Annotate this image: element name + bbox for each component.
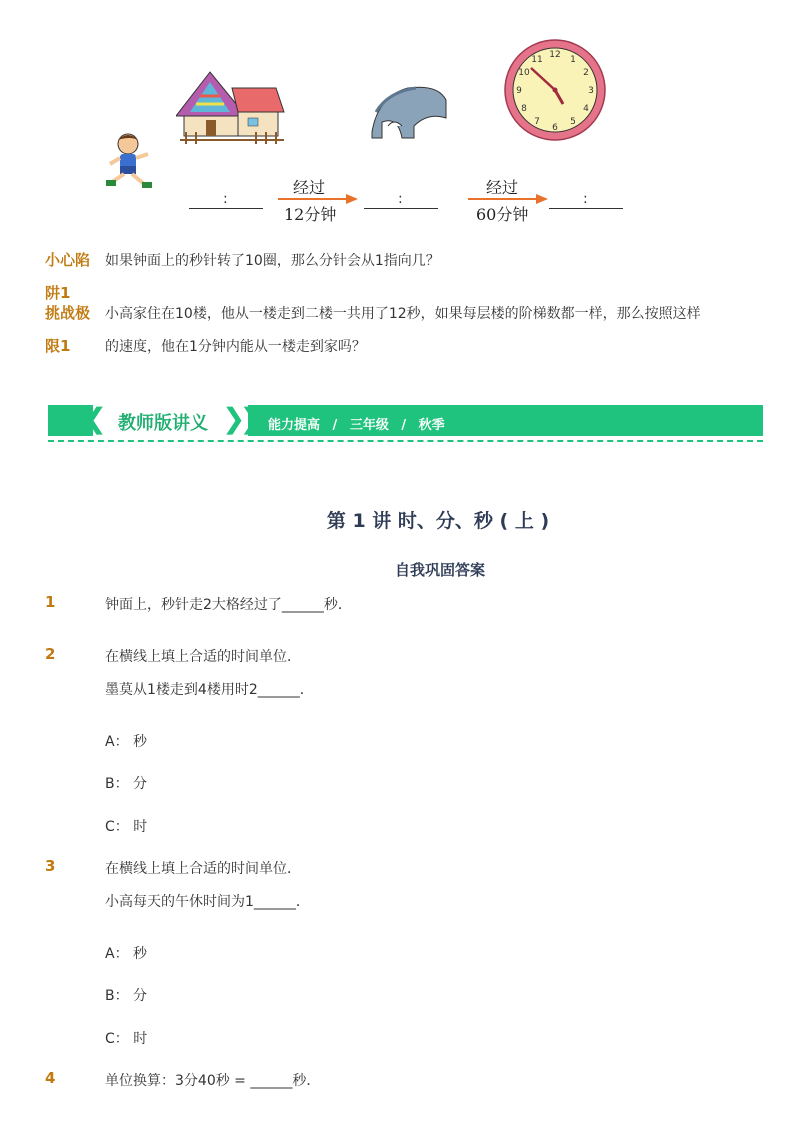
svg-text:7: 7 bbox=[534, 117, 540, 127]
option-a[interactable]: A： 秒 bbox=[105, 734, 148, 750]
question-number: 3 bbox=[45, 857, 56, 875]
banner-dashed-divider bbox=[48, 440, 763, 442]
arrow-1-over-label: 经过 bbox=[293, 178, 326, 197]
svg-text:12: 12 bbox=[549, 50, 561, 60]
svg-text:9: 9 bbox=[516, 86, 522, 96]
option-a[interactable]: A： 秒 bbox=[105, 946, 148, 962]
illustration-row bbox=[0, 0, 800, 225]
option-c[interactable]: C： 时 bbox=[105, 819, 148, 835]
question-number: 4 bbox=[45, 1069, 56, 1087]
question-number: 2 bbox=[45, 645, 56, 663]
svg-text:8: 8 bbox=[521, 104, 527, 114]
bridge-image bbox=[368, 82, 450, 140]
svg-text:1: 1 bbox=[570, 55, 576, 65]
time-blank-2-colon: : bbox=[398, 191, 403, 207]
breadcrumb-item-season: 秋季 bbox=[418, 418, 445, 433]
banner-breadcrumb bbox=[268, 414, 445, 433]
arrow-2-under-label: 60分钟 bbox=[476, 205, 529, 224]
option-b[interactable]: B： 分 bbox=[105, 776, 148, 792]
challenge-text-line2: 的速度，他在1分钟内能从一楼走到家吗？ bbox=[105, 339, 366, 355]
trap-tag-line1: 小心陷 bbox=[45, 251, 91, 269]
svg-text:4: 4 bbox=[583, 104, 589, 114]
breadcrumb-sep: / bbox=[332, 418, 338, 433]
breadcrumb-sep: / bbox=[401, 418, 407, 433]
question-number: 1 bbox=[45, 593, 56, 611]
section-title: 自我巩固答案 bbox=[394, 561, 485, 579]
question-text: 墨莫从1楼走到4楼用时2______． bbox=[105, 682, 314, 698]
option-c[interactable]: C： 时 bbox=[105, 1031, 148, 1047]
house-image bbox=[176, 68, 288, 146]
svg-text:6: 6 bbox=[552, 123, 558, 133]
question-text: 钟面上，秒针走2大格经过了______秒． bbox=[105, 597, 352, 613]
lecture-title: 第 1 讲 时、分、秒 ( 上 ) bbox=[326, 510, 550, 532]
time-blank-3[interactable] bbox=[549, 208, 623, 209]
question-text: 在横线上填上合适的时间单位． bbox=[105, 649, 301, 665]
banner-title: 教师版讲义 bbox=[118, 413, 208, 434]
running-boy-image bbox=[100, 130, 162, 192]
trap-tag-line2: 阱1 bbox=[45, 284, 71, 302]
clock-image bbox=[503, 38, 607, 142]
svg-text:3: 3 bbox=[588, 86, 594, 96]
challenge-text-line1: 小高家住在10楼，他从一楼走到二楼一共用了12秒，如果每层楼的阶梯数都一样，那么按照这样 bbox=[105, 306, 701, 322]
time-blank-1[interactable] bbox=[189, 208, 263, 209]
arrow-2-over-label: 经过 bbox=[486, 178, 519, 197]
breadcrumb-item-ability: 能力提高 bbox=[268, 418, 321, 433]
svg-text:11: 11 bbox=[531, 55, 543, 65]
question-text: 小高每天的午休时间为1______． bbox=[105, 894, 310, 910]
svg-text:10: 10 bbox=[518, 68, 530, 78]
time-blank-3-colon: : bbox=[583, 191, 588, 207]
svg-text:2: 2 bbox=[583, 68, 589, 78]
trap-text: 如果钟面上的秒针转了10圈，那么分针会从1指向几？ bbox=[105, 253, 440, 269]
challenge-tag-line1: 挑战极 bbox=[45, 304, 91, 322]
banner-left-chevrons: ❮❮ bbox=[66, 402, 101, 435]
time-blank-2[interactable] bbox=[364, 208, 438, 209]
time-blank-1-colon: : bbox=[223, 191, 228, 207]
option-b[interactable]: B： 分 bbox=[105, 988, 148, 1004]
question-text: 在横线上填上合适的时间单位． bbox=[105, 861, 301, 877]
arrow-1-under-label: 12分钟 bbox=[284, 205, 337, 224]
question-text: 单位换算：3分40秒 = ______秒． bbox=[105, 1073, 321, 1089]
svg-text:5: 5 bbox=[570, 117, 576, 127]
challenge-tag-line2: 限1 bbox=[45, 337, 71, 355]
breadcrumb-item-grade: 三年级 bbox=[349, 418, 389, 433]
banner-right-chevrons: ❯❯ bbox=[222, 402, 257, 435]
